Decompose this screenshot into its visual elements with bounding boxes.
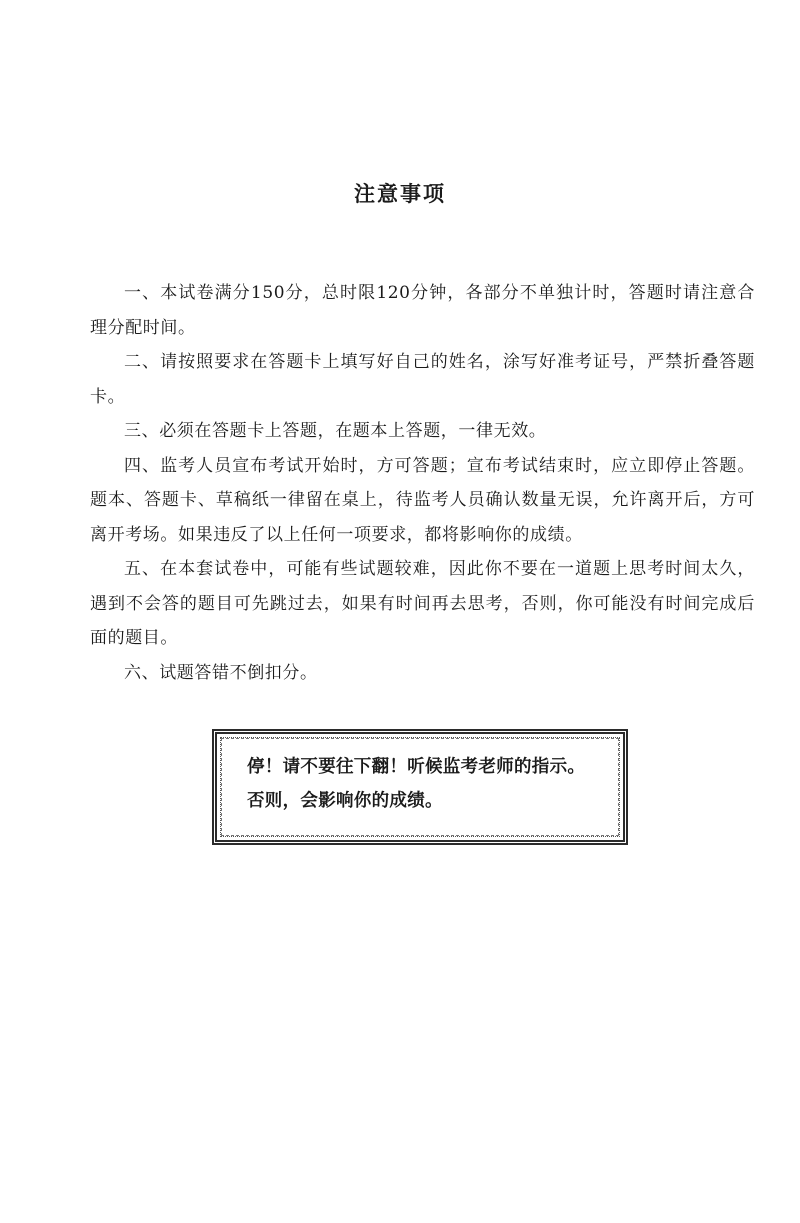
- stop-warning-box: [212, 729, 628, 845]
- note-item-4: 四、监考人员宣布考试开始时，方可答题；宣布考试结束时，应立即停止答题。题本、答题卡、草稿纸一律留在桌上，待监考人员确认数量无误，允许离开后，方可离开考场。如果违反了以上任何一项要求，都将影响你的成绩。: [90, 455, 755, 545]
- page-title: 注意事项: [354, 182, 446, 206]
- note-item-2: 二、请按照要求在答题卡上填写好自己的姓名，涂写好准考证号，严禁折叠答题卡。: [90, 352, 755, 407]
- note-item-6: 六、试题答错不倒扣分。: [124, 662, 318, 683]
- note-item-1: 一、本试卷满分150分，总时限120分钟，各部分不单独计时，答题时请注意合理分配时间。: [90, 283, 755, 338]
- notes-list: [90, 276, 755, 690]
- stop-warning-line-1: 停！请不要往下翻！听候监考老师的指示。: [247, 757, 586, 777]
- note-item-5: 五、在本套试卷中，可能有些试题较难，因此你不要在一道题上思考时间太久，遇到不会答的题目可先跳过去，如果有时间再去思考，否则，你可能没有时间完成后面的题目。: [90, 559, 755, 648]
- note-item-3: 三、必须在答题卡上答题，在题本上答题，一律无效。: [124, 421, 547, 441]
- stop-warning-line-2: 否则，会影响你的成绩。: [247, 791, 443, 811]
